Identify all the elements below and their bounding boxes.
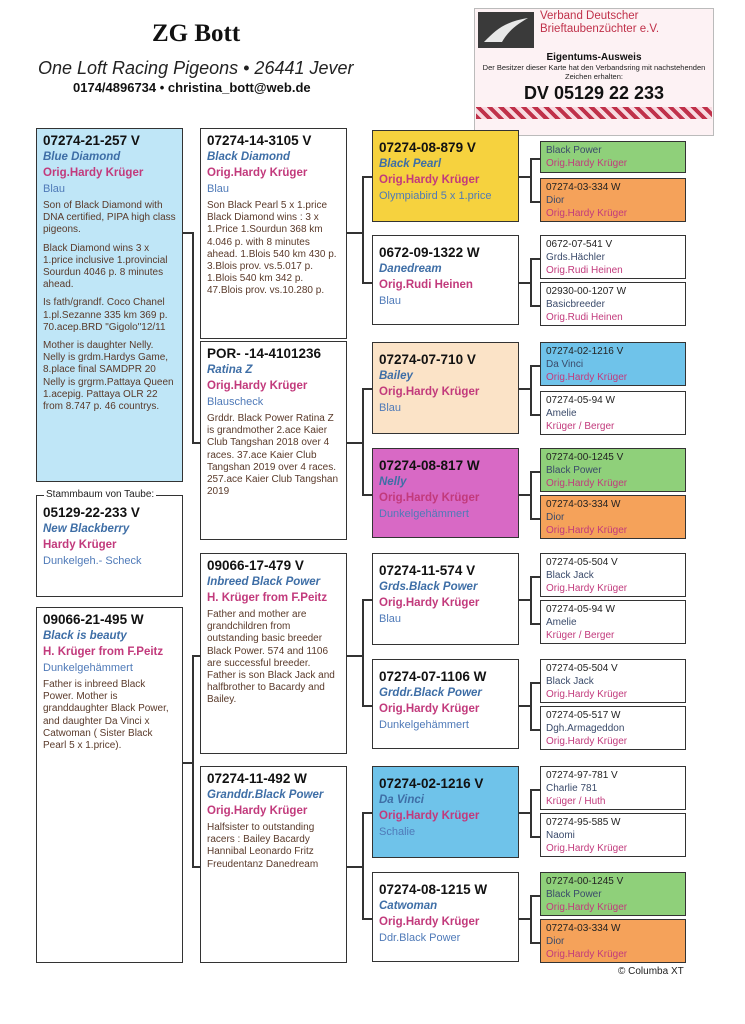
card-text: Der Besitzer dieser Karte hat den Verbandsring mit nachstehenden Zeichen erhalten: xyxy=(482,63,706,81)
ancestor-box xyxy=(540,235,686,279)
pigeon-notes: Grddr. Black Power Ratina Z is grandmother 2.ace Kaier Club Tangshan 2018 over 4 races. 37.ace Kaier Club Tangshan 2019 over 4 races. 257.ace Kaier Club Tangshan 2019 xyxy=(207,413,339,498)
great-grandparent-box xyxy=(372,342,519,434)
pigeon-name: Black is beauty xyxy=(43,630,127,642)
pigeon-name: Black Power xyxy=(546,889,602,900)
ring-number: 0672-09-1322 W xyxy=(379,245,480,260)
ancestor-box xyxy=(540,919,686,963)
pigeon-name: Black Power xyxy=(546,465,602,476)
connector-line xyxy=(519,705,530,707)
ring-number: 07274-05-504 V xyxy=(546,557,618,568)
great-grandparent-box xyxy=(372,766,519,858)
pigeon-notes xyxy=(43,679,176,752)
grandparent-box xyxy=(200,553,347,754)
connector-line xyxy=(183,232,192,234)
breeder: Orig.Hardy Krüger xyxy=(379,492,480,504)
ancestor-box xyxy=(540,872,686,916)
plumage-color: Blauscheck xyxy=(207,396,264,408)
great-grandparent-box xyxy=(372,872,519,962)
breeder: Orig.Hardy Krüger xyxy=(546,583,628,594)
pigeon-name: Danedream xyxy=(379,263,442,275)
card-title: Eigentums-Ausweis xyxy=(546,52,642,63)
ancestor-box xyxy=(540,600,686,644)
pigeon-name: Bailey xyxy=(379,370,413,382)
connector-line xyxy=(530,158,540,160)
breeder: Orig.Hardy Krüger xyxy=(379,386,480,398)
ring-number: 07274-08-879 V xyxy=(379,140,476,155)
connector-line xyxy=(530,895,540,897)
breeder: Orig.Hardy Krüger xyxy=(379,597,480,609)
breeder: Orig.Hardy Krüger xyxy=(379,916,480,928)
pigeon-name: New Blackberry xyxy=(43,523,130,535)
pigeon-name: Black Power xyxy=(546,145,602,156)
pigeon-name: Dior xyxy=(546,195,565,206)
ring-number: 07274-00-1245 V xyxy=(546,876,624,887)
pigeon-notes: Father and mother are grandchildren from outstanding basic breeder Black Power. 574 and 1106 are successful breeder. Father is son Black Jack and halfbrother to Bacardy and Bailey. xyxy=(207,609,335,706)
pigeon-name: Amelie xyxy=(546,617,577,628)
connector-line xyxy=(362,388,372,390)
connector-line xyxy=(530,365,532,414)
breeder: Orig.Rudi Heinen xyxy=(546,265,623,276)
connector-line xyxy=(183,232,184,233)
connector-line xyxy=(519,494,530,496)
breeder: Orig.Hardy Krüger xyxy=(546,736,628,747)
pigeon-name: Black Diamond xyxy=(207,151,291,163)
connector-line xyxy=(519,812,530,814)
pigeon-name: Catwoman xyxy=(379,900,438,912)
ring-number: POR- -14-4101236 xyxy=(207,346,322,361)
breeder: Krüger / Huth xyxy=(546,796,606,807)
ring-number: 07274-11-574 V xyxy=(379,563,476,578)
subject-box xyxy=(36,495,183,597)
connector-line xyxy=(530,576,540,578)
ancestor-box xyxy=(540,495,686,539)
ancestor-box xyxy=(540,391,686,435)
ring-number: 07274-02-1216 V xyxy=(379,776,484,791)
ancestor-box xyxy=(540,766,686,810)
grandparent-box xyxy=(200,128,347,339)
ring-number: 07274-08-817 W xyxy=(379,458,480,473)
pigeon-name: Grddr.Black Power xyxy=(379,687,482,699)
great-grandparent-box xyxy=(372,130,519,222)
breeder: Orig.Rudi Heinen xyxy=(379,279,473,291)
plumage-color: Dunkelgehämmert xyxy=(379,719,469,731)
ring-number: 09066-17-479 V xyxy=(207,558,304,573)
ring-number: 07274-21-257 V xyxy=(43,133,140,148)
pigeon-name: Da Vinci xyxy=(546,359,584,370)
great-grandparent-box xyxy=(372,659,519,749)
connector-line xyxy=(519,176,530,178)
ancestor-box xyxy=(540,813,686,857)
connector-line xyxy=(362,176,364,282)
connector-line xyxy=(530,158,532,201)
breeder: H. Krüger from F.Peitz xyxy=(207,592,328,604)
connector-line xyxy=(362,494,372,496)
connector-line xyxy=(362,812,364,918)
ring-number: 07274-97-781 V xyxy=(546,770,618,781)
ancestor-box xyxy=(540,553,686,597)
pigeon-name: Dior xyxy=(546,512,565,523)
pedigree-label: Stammbaum von Taube: xyxy=(46,489,155,500)
card-organization: Verband Deutscher Brieftaubenzüchter e.V. xyxy=(540,10,660,35)
connector-line xyxy=(362,282,372,284)
ring-number: 0672-07-541 V xyxy=(546,239,613,250)
connector-line xyxy=(530,576,532,623)
breeder: Orig.Hardy Krüger xyxy=(546,158,628,169)
ring-number: 07274-03-334 W xyxy=(546,182,621,193)
breeder: Orig.Hardy Krüger xyxy=(546,949,628,960)
ring-number: 07274-07-710 V xyxy=(379,352,476,367)
breeder: Orig.Hardy Krüger xyxy=(546,843,628,854)
pigeon-name: Da Vinci xyxy=(379,794,424,806)
connector-line xyxy=(183,762,192,764)
ring-number: 07274-02-1216 V xyxy=(546,346,624,357)
breeder: Orig.Hardy Krüger xyxy=(43,167,144,179)
breeder: Orig.Hardy Krüger xyxy=(546,478,628,489)
connector-line xyxy=(519,918,530,920)
connector-line xyxy=(362,918,372,920)
plumage-color: Blau xyxy=(43,183,66,195)
breeder: Orig.Hardy Krüger xyxy=(207,380,308,392)
ring-number: 07274-03-334 W xyxy=(546,499,621,510)
ancestor-box xyxy=(540,659,686,703)
connector-line xyxy=(530,789,540,791)
connector-line xyxy=(530,258,540,260)
ring-number: 02930-00-1207 W xyxy=(546,286,627,297)
plumage-color: Blau xyxy=(207,183,230,195)
connector-line xyxy=(519,282,530,284)
connector-line xyxy=(530,305,540,307)
connector-line xyxy=(362,176,372,178)
ring-number: 07274-14-3105 V xyxy=(207,133,312,148)
connector-line xyxy=(530,895,532,942)
connector-line xyxy=(530,623,540,625)
breeder: Orig.Hardy Krüger xyxy=(546,525,628,536)
grandparent-box xyxy=(200,766,347,963)
great-grandparent-box xyxy=(372,235,519,325)
plumage-color: Dunkelgehämmert xyxy=(43,662,133,674)
ring-number: 07274-07-1106 W xyxy=(379,669,487,684)
ring-number: 07274-11-492 W xyxy=(207,771,307,786)
plumage-color: Blau xyxy=(379,613,402,625)
pigeon-name: Amelie xyxy=(546,408,577,419)
connector-line xyxy=(530,258,532,305)
breeder: Krüger / Berger xyxy=(546,630,615,641)
connector-line xyxy=(519,388,530,390)
pigeon-name: Grds.Hächler xyxy=(546,252,605,263)
connector-line xyxy=(530,365,540,367)
copyright: © Columba XT xyxy=(618,966,684,977)
breeder: Orig.Hardy Krüger xyxy=(379,810,480,822)
ring-number: 07274-05-94 W xyxy=(546,604,615,615)
pigeon-name: Granddr.Black Power xyxy=(207,789,324,801)
dam-box xyxy=(36,607,183,963)
plumage-color: Ddr.Black Power xyxy=(379,932,461,944)
ring-number: 07274-08-1215 W xyxy=(379,882,488,897)
note: Son of Black Diamond with DNA certified, PIPA high class pigeons. xyxy=(43,200,176,236)
breeder: Orig.Hardy Krüger xyxy=(207,805,308,817)
breeder: Orig.Hardy Krüger xyxy=(546,372,628,383)
connector-line xyxy=(347,442,362,444)
breeder: Orig.Hardy Krüger xyxy=(207,167,308,179)
pigeon-name: Blue Diamond xyxy=(43,151,121,163)
great-grandparent-box xyxy=(372,448,519,538)
plumage-color: Dunkelgeh.- Scheck xyxy=(43,555,142,567)
connector-line xyxy=(530,471,540,473)
note: Black Diamond wins 3 x 1.price inclusive 1.provincial Sourdun 4046 p. 8 minutes ahead. xyxy=(43,242,168,291)
great-grandparent-box xyxy=(372,553,519,645)
connector-line xyxy=(347,866,362,868)
connector-line xyxy=(530,836,540,838)
connector-line xyxy=(530,789,532,836)
breeder-title: ZG Bott xyxy=(152,20,241,47)
pigeon-name: Charlie 781 xyxy=(546,783,598,794)
pigeon-name: Grds.Black Power xyxy=(379,581,478,593)
connector-line xyxy=(530,682,532,729)
ring-number: 07274-95-585 W xyxy=(546,817,621,828)
connector-line xyxy=(362,599,372,601)
card-ring-number: DV 05129 22 233 xyxy=(523,83,665,103)
connector-line xyxy=(530,518,540,520)
note: Father is inbreed Black Power. Mother is granddaughter Black Power, and daughter Da Vinci x Catwoman ( Sister Black Pearl 5 x 1.price). xyxy=(43,679,169,752)
plumage-color: Dunkelgehämmert xyxy=(379,508,469,520)
connector-line xyxy=(362,812,372,814)
breeder: Hardy Krüger xyxy=(43,539,117,551)
ancestor-box xyxy=(540,706,686,750)
ancestor-box xyxy=(540,342,686,386)
card-band xyxy=(476,107,712,119)
ancestor-box xyxy=(540,282,686,326)
plumage-color: Blau xyxy=(379,295,402,307)
pigeon-notes xyxy=(43,200,176,413)
breeder: Orig.Hardy Krüger xyxy=(379,703,480,715)
ancestor-box xyxy=(540,448,686,492)
breeder: Orig.Hardy Krüger xyxy=(546,689,628,700)
grandparent-box xyxy=(200,341,347,540)
breeder: Krüger / Berger xyxy=(546,421,615,432)
connector-line xyxy=(192,232,194,442)
pigeon-name: Black Jack xyxy=(546,676,594,687)
breeder: Orig.Hardy Krüger xyxy=(379,174,480,186)
pigeon-name: Black Pearl xyxy=(379,158,442,170)
plumage-color: Olympiabird 5 x 1.price xyxy=(379,190,492,202)
breeder: H. Krüger from F.Peitz xyxy=(43,646,164,658)
ring-number: 07274-03-334 W xyxy=(546,923,621,934)
connector-line xyxy=(362,599,364,705)
note: Mother is daughter Nelly. Nelly is grdm.Hardys Game, 8.place final SAMDPR 20 Nelly is grgrm.Pattaya Queen 1.acepig. Pattaya OLR 22 from 8.747 p. 46 countrys. xyxy=(43,340,174,413)
connector-line xyxy=(530,942,540,944)
connector-line xyxy=(192,655,194,867)
breeder: Orig.Hardy Krüger xyxy=(546,902,628,913)
sire-box xyxy=(36,128,183,482)
pigeon-notes: Halfsister to outstanding racers : Bailey Bacardy Hannibal Leonardo Fritz Freudentanz Danedream xyxy=(207,822,319,870)
ring-number: 07274-05-517 W xyxy=(546,710,621,721)
connector-line xyxy=(362,388,364,494)
breeder-subtitle: One Loft Racing Pigeons • 26441 Jever xyxy=(38,58,354,78)
ring-number: 07274-05-94 W xyxy=(546,395,615,406)
note: Is fath/grandf. Coco Chanel 1.pl.Sezanne 335 km 369 p. 70.acep.BRD "Gigolo"12/11 xyxy=(43,297,168,333)
pigeon-name: Naomi xyxy=(546,830,575,841)
ring-number: 09066-21-495 W xyxy=(43,612,144,627)
breeder: Orig.Rudi Heinen xyxy=(546,312,623,323)
connector-line xyxy=(362,705,372,707)
pigeon-name: Ratina Z xyxy=(207,364,253,376)
pigeon-name: Dgh.Armageddon xyxy=(546,723,625,734)
pigeon-name: Inbreed Black Power xyxy=(207,576,321,588)
pigeon-name: Dior xyxy=(546,936,565,947)
plumage-color: Blau xyxy=(379,402,402,414)
connector-line xyxy=(347,232,362,234)
bird-logo-icon xyxy=(478,12,534,48)
ring-number: 07274-00-1245 V xyxy=(546,452,624,463)
connector-line xyxy=(530,682,540,684)
connector-line xyxy=(530,414,540,416)
ancestor-box xyxy=(540,178,686,222)
connector-line xyxy=(530,471,532,518)
breeder: Orig.Hardy Krüger xyxy=(546,208,628,219)
ancestor-box xyxy=(540,141,686,173)
connector-line xyxy=(347,655,362,657)
breeder-contact: 0174/4896734 • christina_bott@web.de xyxy=(73,80,311,95)
pigeon-notes: Son Black Pearl 5 x 1.price Black Diamond wins : 3 x 1.Price 1.Sourdun 368 km 4.046 p. with 8 minutes ahead. 1.Blois 540 km 430 p. 3.Blois prov. vs.5.017 p. 1.Blois 540 km 342 p. 47.Blois prov. vs.10.280 p. xyxy=(207,200,337,297)
pigeon-name: Nelly xyxy=(379,476,407,488)
connector-line xyxy=(530,201,540,203)
plumage-color: Schalie xyxy=(379,826,416,838)
pigeon-name: Black Jack xyxy=(546,570,594,581)
ring-number: 05129-22-233 V xyxy=(43,505,140,520)
connector-line xyxy=(530,729,540,731)
connector-line xyxy=(519,599,530,601)
pigeon-name: Basicbreeder xyxy=(546,299,605,310)
ring-number: 07274-05-504 V xyxy=(546,663,618,674)
